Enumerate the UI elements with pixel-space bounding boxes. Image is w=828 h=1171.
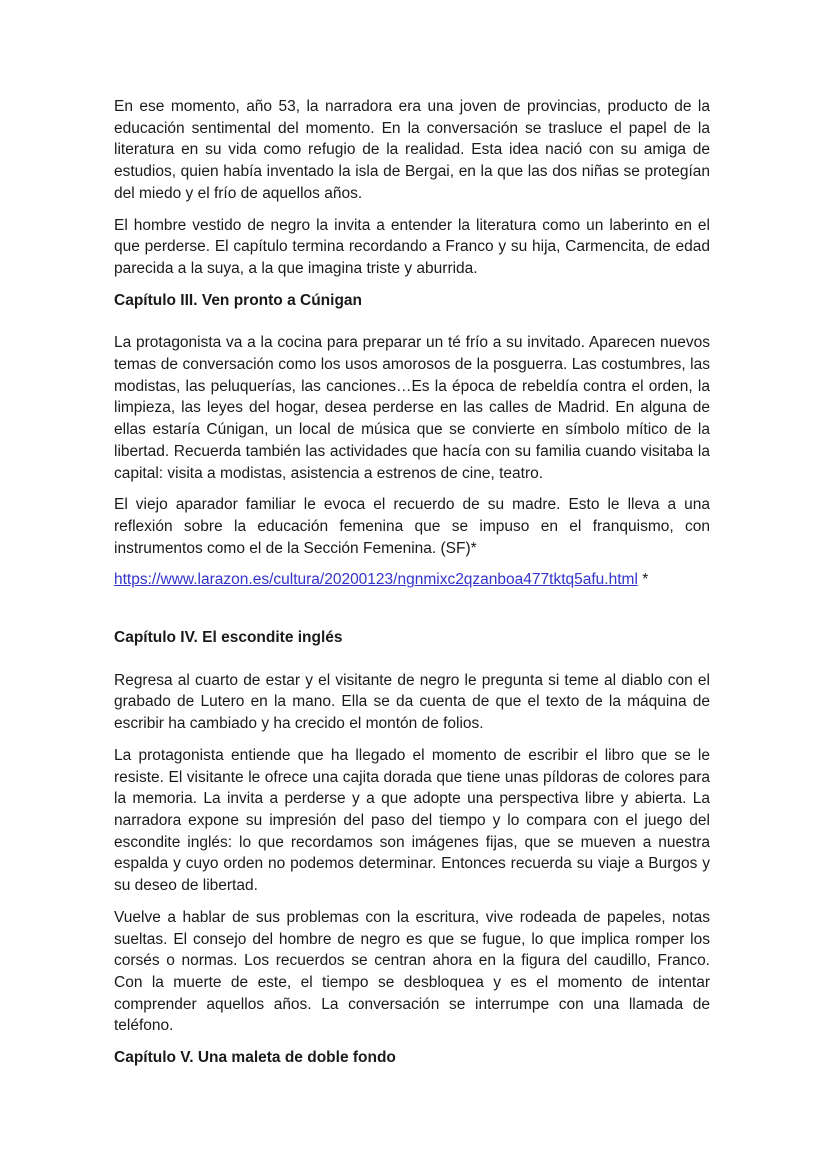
body-paragraph: La protagonista va a la cocina para preparar un té frío a su invitado. Aparecen nuevos temas de conversación como los usos amorosos de la posguerra. Las costumbres, las modistas, las peluquerías, las canciones…Es la época de rebeldía contra el orden, la limpieza, las leyes del hogar, desea perderse en las calles de Madrid. En alguna de ellas estaría Cúnigan, un local de música que se convierte en símbolo mítico de la libertad. Recuerda también las actividades que hacía con su familia cuando visitaba la capital: visita a modistas, asistencia a estrenos de cine, teatro. bbox=[114, 334, 710, 482]
body-paragraph: Vuelve a hablar de sus problemas con la escritura, vive rodeada de papeles, notas sueltas. El consejo del hombre de negro es que se fugue, lo que implica romper los corsés o normas. Los recuerdos se centran ahora en la figura del caudillo, Franco. Con la muerte de este, el tiempo se desbloquea y es el momento de intentar comprender aquellos años. La conversación se interrumpe con una llamada de teléfono. bbox=[114, 908, 710, 1035]
body-paragraph: El hombre vestido de negro la invita a entender la literatura como un laberinto en el que perderse. El capítulo termina recordando a Franco y su hija, Carmencita, de edad parecida a la suya, a la que imagina triste y aburrida. bbox=[114, 216, 710, 277]
chapter-heading: Capítulo IV. El escondite inglés bbox=[114, 629, 343, 647]
article-link[interactable]: https://www.larazon.es/cultura/20200123/ngnmixc2qzanboa477tktq5afu.html bbox=[114, 571, 638, 589]
link-line bbox=[114, 569, 710, 591]
body-paragraph: El viejo aparador familiar le evoca el recuerdo de su madre. Esto le lleva a una reflexión sobre la educación femenina que se impuso en el franquismo, con instrumentos como el de la Sección Femenina. (SF)* bbox=[114, 496, 710, 557]
body-paragraph: La protagonista entiende que ha llegado el momento de escribir el libro que se le resiste. El visitante le ofrece una cajita dorada que tiene unas píldoras de colores para la memoria. La invita a perderse y a que adopte una perspectiva libre y abierta. La narradora expone su impresión del paso del tiempo y lo compara con el juego del escondite inglés: lo que recordamos son imágenes fijas, que se mueven a nuestra espalda y cuyo orden no podemos determinar. Entonces recuerda su viaje a Burgos y su deseo de libertad. bbox=[114, 746, 710, 895]
body-paragraph: Regresa al cuarto de estar y el visitante de negro le pregunta si teme al diablo con el grabado de Lutero en la mano. Ella se da cuenta de que el texto de la máquina de escribir ha cambiado y ha crecido el montón de folios. bbox=[114, 671, 710, 733]
chapter-heading: Capítulo III. Ven pronto a Cúnigan bbox=[114, 291, 362, 309]
document-content bbox=[114, 96, 710, 1069]
body-paragraph: En ese momento, año 53, la narradora era una joven de provincias, producto de la educación sentimental del momento. En la conversación se trasluce el papel de la literatura en su vida como refugio de la realidad. Esta idea nació con su amiga de estudios, quien había inventado la isla de Bergai, en la que las dos niñas se protegían del miedo y el frío de aquellos años. bbox=[114, 98, 710, 202]
chapter-heading: Capítulo V. Una maleta de doble fondo bbox=[114, 1049, 396, 1067]
link-footnote-marker: * bbox=[642, 571, 649, 589]
